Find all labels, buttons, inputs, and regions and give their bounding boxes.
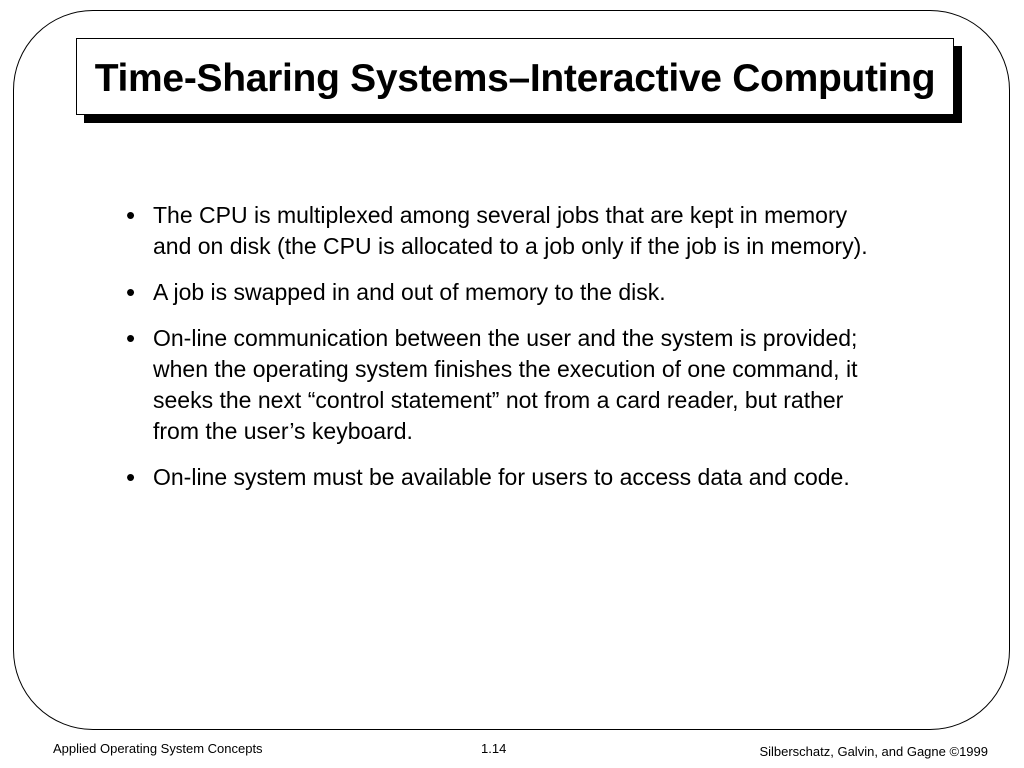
- footer-page-number: 1.14: [481, 741, 507, 756]
- bullet-icon: •: [126, 277, 136, 307]
- bullet-icon: •: [126, 462, 136, 492]
- footer-course-title: Applied Operating System Concepts: [53, 741, 263, 756]
- bullet-text: A job is swapped in and out of memory to the disk.: [153, 279, 666, 305]
- slide-title: Time-Sharing Systems–Interactive Computing: [94, 56, 936, 100]
- bullet-item: [126, 277, 886, 308]
- bullet-icon: •: [126, 323, 136, 353]
- bullet-text: On-line communication between the user and the system is provided; when the operating system finishes the execution of one command, it seeks the next “control statement” not from a card reader, but rather from the user’s keyboard.: [153, 325, 858, 444]
- bullet-item: [126, 200, 886, 262]
- bullet-list: [126, 200, 886, 508]
- bullet-item: [126, 462, 886, 493]
- bullet-text: The CPU is multiplexed among several jobs that are kept in memory and on disk (the CPU is allocated to a job only if the job is in memory).: [153, 202, 868, 259]
- footer-copyright: Silberschatz, Galvin, and Gagne ©1999: [759, 744, 988, 759]
- bullet-text: On-line system must be available for users to access data and code.: [153, 464, 850, 490]
- bullet-item: [126, 323, 886, 447]
- bullet-icon: •: [126, 200, 136, 230]
- title-box: [76, 38, 954, 115]
